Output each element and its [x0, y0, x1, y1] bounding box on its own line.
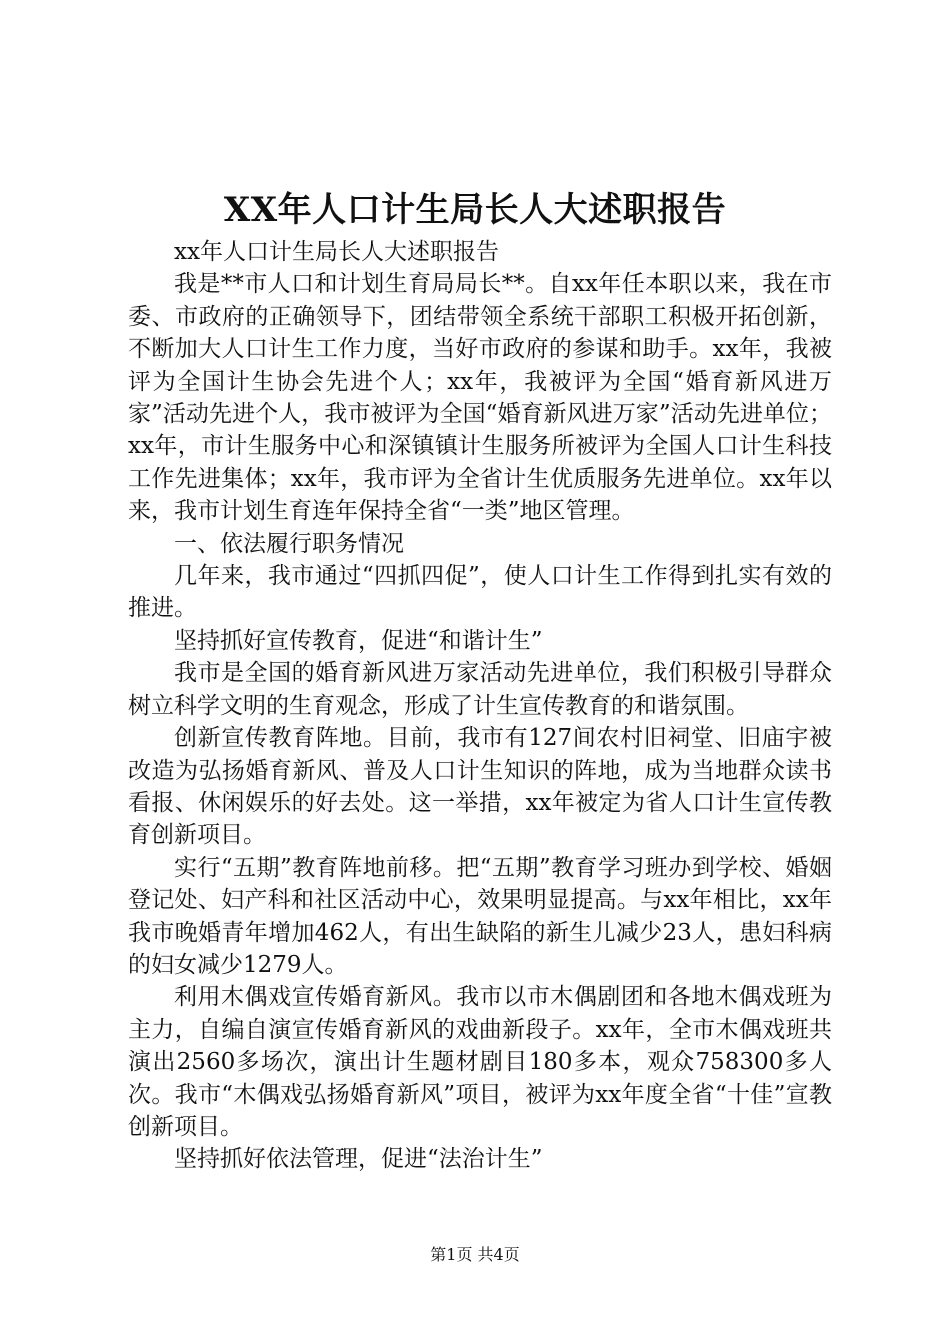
paragraph: 利用木偶戏宣传婚育新风。我市以市木偶剧团和各地木偶戏班为主力，自编自演宣传婚育新风的戏曲新段子。xx年，全市木偶戏班共演出2560多场次，演出计生题材剧目180多本，观众758300多人次。我市“木偶戏弘扬婚育新风”项目，被评为xx年度全省“十佳”宣教创新项目。 [128, 984, 832, 1140]
document-body [128, 236, 832, 1176]
paragraph: 创新宣传教育阵地。目前，我市有127间农村旧祠堂、旧庙宇被改造为弘扬婚育新风、普及人口计生知识的阵地，成为当地群众读书看报、休闲娱乐的好去处。这一举措，xx年被定为省人口计生宣传教育创新项目。 [128, 725, 832, 849]
page-number: 第1页 共4页 [430, 1245, 520, 1264]
paragraph: 几年来，我市通过“四抓四促”，使人口计生工作得到扎实有效的推进。 [128, 563, 832, 622]
paragraph: 实行“五期”教育阵地前移。把“五期”教育学习班办到学校、婚姻登记处、妇产科和社区活动中心，效果明显提高。与xx年相比，xx年我市晚婚青年增加462人，有出生缺陷的新生儿减少23人，患妇科病的妇女减少1279人。 [128, 854, 832, 978]
subheading: 坚持抓好依法管理，促进“法治计生” [174, 1146, 543, 1173]
section-heading-1: 一、依法履行职务情况 [174, 530, 404, 557]
paragraph-subtitle: xx年人口计生局长人大述职报告 [174, 239, 499, 265]
document-title: XX年人口计生局长人大述职报告 [223, 190, 727, 230]
paragraph: 我市是全国的婚育新风进万家活动先进单位，我们积极引导群众树立科学文明的生育观念，形成了计生宣传教育的和谐氛围。 [128, 660, 832, 719]
subheading: 坚持抓好宣传教育，促进“和谐计生” [174, 627, 543, 654]
paragraph-intro: 我是**市人口和计划生育局局长**。自xx年任本职以来，我在市委、市政府的正确领导下，团结带领全系统干部职工积极开拓创新，不断加大人口计生工作力度，当好市政府的参谋和助手。xx年，我被评为全国计生协会先进个人；xx年，我被评为全国“婚育新风进万家”活动先进个人，我市被评为全国“婚育新风进万家”活动先进单位；xx年，市计生服务中心和深镇镇计生服务所被评为全国人口计生科技工作先进集体；xx年，我市评为全省计生优质服务先进单位。xx年以来，我市计划生育连年保持全省“一类”地区管理。 [128, 271, 832, 525]
